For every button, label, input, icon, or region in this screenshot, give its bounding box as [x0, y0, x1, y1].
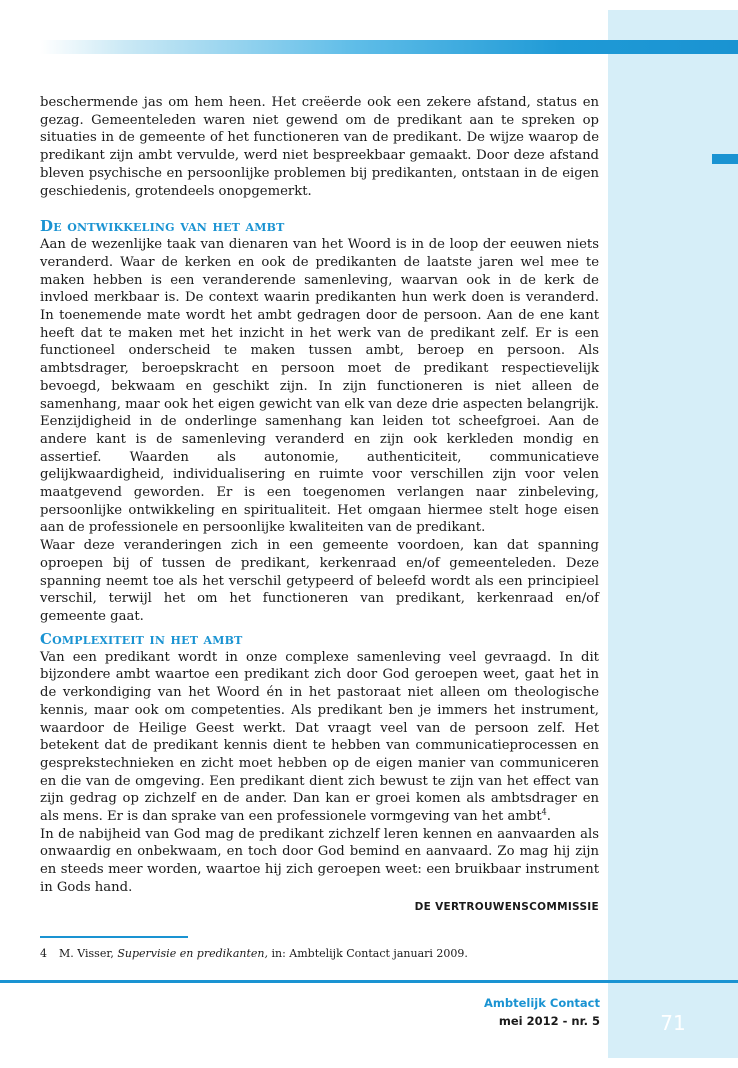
section1-paragraph-1: Aan de wezenlijke taak van dienaren van het Woord is in de loop der eeuwen niets veranderd. Waar de kerken en ook de predikanten de laatste jaren wel mee te maken hebben is een veranderende samenleving, waarvan ook in de kerk de invloed merkbaar is. De context waarin predikanten hun werk doen is veranderd. In toenemende mate wordt het ambt gedragen door de persoon. Aan de ene kant heeft dat te maken met het inzicht in het werk van de predikant zelf. Er is een functioneel onderscheid te maken tussen ambt, beroep en persoon. Als ambtsdrager, beroepskracht en persoon moet de predikant respectievelijk bevoegd, bekwaam en geschikt zijn. In zijn functioneren is niet alleen de samenhang, maar ook het eigen gewicht van elk van deze drie aspecten belangrijk. Eenzijdigheid in de onderlinge samenhang kan leiden tot scheefgroei. Aan de andere kant is de samenleving veranderd en zijn ook kerkleden mondig en assertief. Waarden als autonomie, authenticiteit, communicatieve gelijkwaardigheid, individualisering en ruimte voor verschillen zijn voor velen maatgevend geworden. Er is een toegenomen verlangen naar zinbeleving, persoonlijke ontwikkeling en spiritualiteit. Het omgaan hiermee stelt hoge eisen aan de professionele en persoonlijke kwaliteiten van de predikant.	[40, 237, 599, 536]
footnote-author: M. Visser,	[59, 947, 118, 960]
intro-paragraph: beschermende jas om hem heen. Het creëerde ook een zekere afstand, status en gezag. Gemeenteleden waren niet gewend om de predikant aan te spreken op situaties in de gemeente of het functioneren van de predikant. De wijze waarop de predikant zijn ambt vervulde, werd niet bespreekbaar gemaakt. Door deze afstand bleven psychische en persoonlijke problemen bij predikanten, ontstaan in de eigen geschiedenis, grotendeels onopgemerkt.	[40, 95, 599, 199]
section2-paragraph-2: In de nabijheid van God mag de predikant zichzelf leren kennen en aanvaarden als onwaardig en onbekwaam, en toch door God bemind en aanvaard. Zo mag hij zijn en steeds meer worden, waartoe hij zich geroepen weet: een bruikbaar instrument in Gods hand.	[40, 826, 599, 895]
section2-paragraph-1	[40, 649, 599, 826]
footnote	[40, 947, 600, 961]
signature: DE VERTROUWENSCOMMISSIE	[414, 900, 599, 913]
issue-info: mei 2012 - nr. 5	[498, 1014, 600, 1028]
page-sidebar	[608, 10, 738, 1058]
side-marker	[712, 154, 738, 164]
footnote-reference: 4	[541, 807, 547, 817]
section-heading-complexity: Complexiteit in het ambt	[40, 629, 243, 648]
top-gradient-bar	[40, 40, 738, 54]
section2-paragraph-1-text: Van een predikant wordt in onze complexe samenleving veel gevraagd. In dit bijzondere ambt waartoe een predikant zich door God geroepen weet, gaat het in de verkondiging van het Woord én in het pastoraat niet alleen om theologische kennis, maar ook om competenties. Als predikant ben je immers het instrument, waardoor de Heilige Geest werkt. Dat vraagt veel van de persoon zelf. Het betekent dat de predikant kennis dient te hebben van communicatieprocessen en gesprekstechnieken en zicht moet hebben op de eigen manier van communiceren en die van de omgeving. Een predikant dient zich bewust te zijn van het effect van zijn gedrag op zichzelf en de ander. Dan kan er groei komen als ambtsdrager en als mens. Er is dan sprake van een professionele vormgeving van het ambt	[40, 649, 599, 825]
footnote-source: in: Ambtelijk Contact januari 2009.	[268, 947, 468, 960]
footnote-divider	[40, 936, 188, 938]
article-body	[40, 94, 599, 916]
page-number: 71	[660, 1011, 686, 1035]
footer-divider	[0, 980, 738, 983]
footnote-number: 4	[40, 947, 47, 960]
footnote-title: Supervisie en predikanten,	[117, 947, 268, 960]
section-heading-development: De ontwikkeling van het ambt	[40, 217, 285, 236]
section2-paragraph-1-end: .	[546, 809, 551, 825]
section1-paragraph-2: Waar deze veranderingen zich in een gemeente voordoen, kan dat spanning oproepen bij of tussen de predikant, kerkenraad en/of gemeenteleden. Deze spanning neemt toe als het verschil getypeerd of beleefd wordt als een principieel verschil, terwijl het om het functioneren van predikant, kerkenraad en/of gemeente gaat.	[40, 538, 599, 624]
journal-name: Ambtelijk Contact	[484, 996, 600, 1010]
